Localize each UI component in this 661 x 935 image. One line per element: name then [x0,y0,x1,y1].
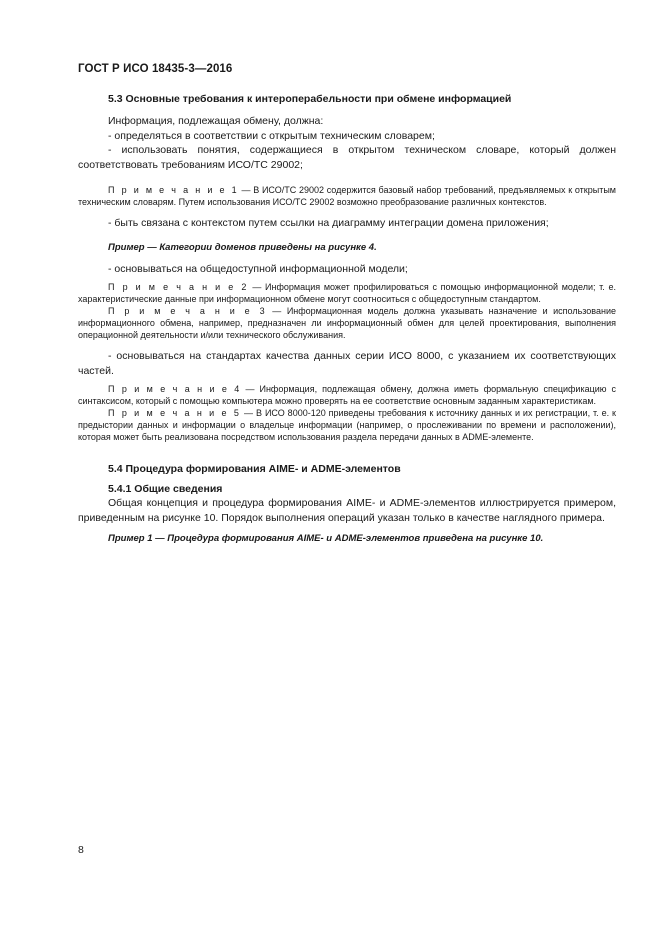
section-5-3-title: 5.3 Основные требования к интероперабельности при обмене информацией [108,93,512,105]
note-4 [78,383,616,407]
note-3-text: — Информационная модель должна указывать назначение и использование информационного обмена, например, предназначен ли информационный обмен для целей проектирования, выполнения операционной деятельности и/или технического обслуживания. [78,306,616,340]
note-4-label: П р и м е ч а н и е 4 [108,384,241,394]
section-5-4-1-title: 5.4.1 Общие сведения [108,483,223,495]
example-domain-categories: Пример — Категории доменов приведены на рисунке 4. [108,241,377,253]
list-item-context: - быть связана с контекстом путем ссылки на диаграмму интеграции домена приложения; [108,217,549,229]
note-1 [78,184,616,208]
note-2-label: П р и м е ч а н и е 2 [108,282,249,292]
list-item-dictionary: - определяться в соответствии с открытым техническим словарем; [108,129,435,142]
note-5-label: П р и м е ч а н и е 5 [108,408,242,418]
section-5-3-intro: Информация, подлежащая обмену, должна: [108,115,324,127]
note-5 [78,407,616,443]
note-3-label: П р и м е ч а н и е 3 [108,306,267,316]
note-1-label: П р и м е ч а н и е 1 [108,185,239,195]
example-1-procedure: Пример 1 — Процедура формирования AIME- и ADME-элементов приведена на рисунке 10. [108,533,544,544]
page-number: 8 [78,844,84,856]
note-2-text: — Информация может профилироваться с помощью информационной модели; т. е. характеристические данные при информационном обмене могут соотноситься с общедоступным стандартом. [78,282,617,304]
note-1-text: — В ИСО/ТС 29002 содержится базовый набор требований, предъявляемых к открытым техническим словарям. Путем использования ИСО/ТС 29002 возможно преобразование различных контекстов. [78,185,616,207]
section-5-4-1-body: Общая концепция и процедура формирования AIME- и ADME-элементов иллюстрируется примером, приведенным на рисунке 10. Порядок выполнения операций указан только в качестве наглядного примера. [78,497,616,524]
note-4-text: — Информация, подлежащая обмену, должна иметь формальную спецификацию с синтаксисом, который с помощью компьютера можно проверять на ее соответствие основным заданным характеристикам. [78,384,617,406]
page-content [78,92,616,545]
note-2 [78,281,616,305]
note-5-text: — В ИСО 8000-120 приведены требования к источнику данных и их регистрации, т. е. к предыстории данных и информации о владельце информации (например, о прослеживании по времени и расположении), которая может быть реализована посредством использования раздела передачи данных в ADME-элементе. [78,408,616,442]
document-header: ГОСТ Р ИСО 18435-3—2016 [78,63,233,75]
note-3 [78,305,616,341]
list-item-concepts: - использовать понятия, содержащиеся в открытом техническом словаре, который должен соответствовать требованиям ИСО/ТС 29002; [78,144,616,171]
list-item-info-model: - основываться на общедоступной информационной модели; [108,262,408,275]
list-item-data-quality: - основываться на стандартах качества данных серии ИСО 8000, с указанием их соответствующих частей. [78,350,616,377]
section-5-4-title: 5.4 Процедура формирования AIME- и ADME-элементов [108,463,401,475]
